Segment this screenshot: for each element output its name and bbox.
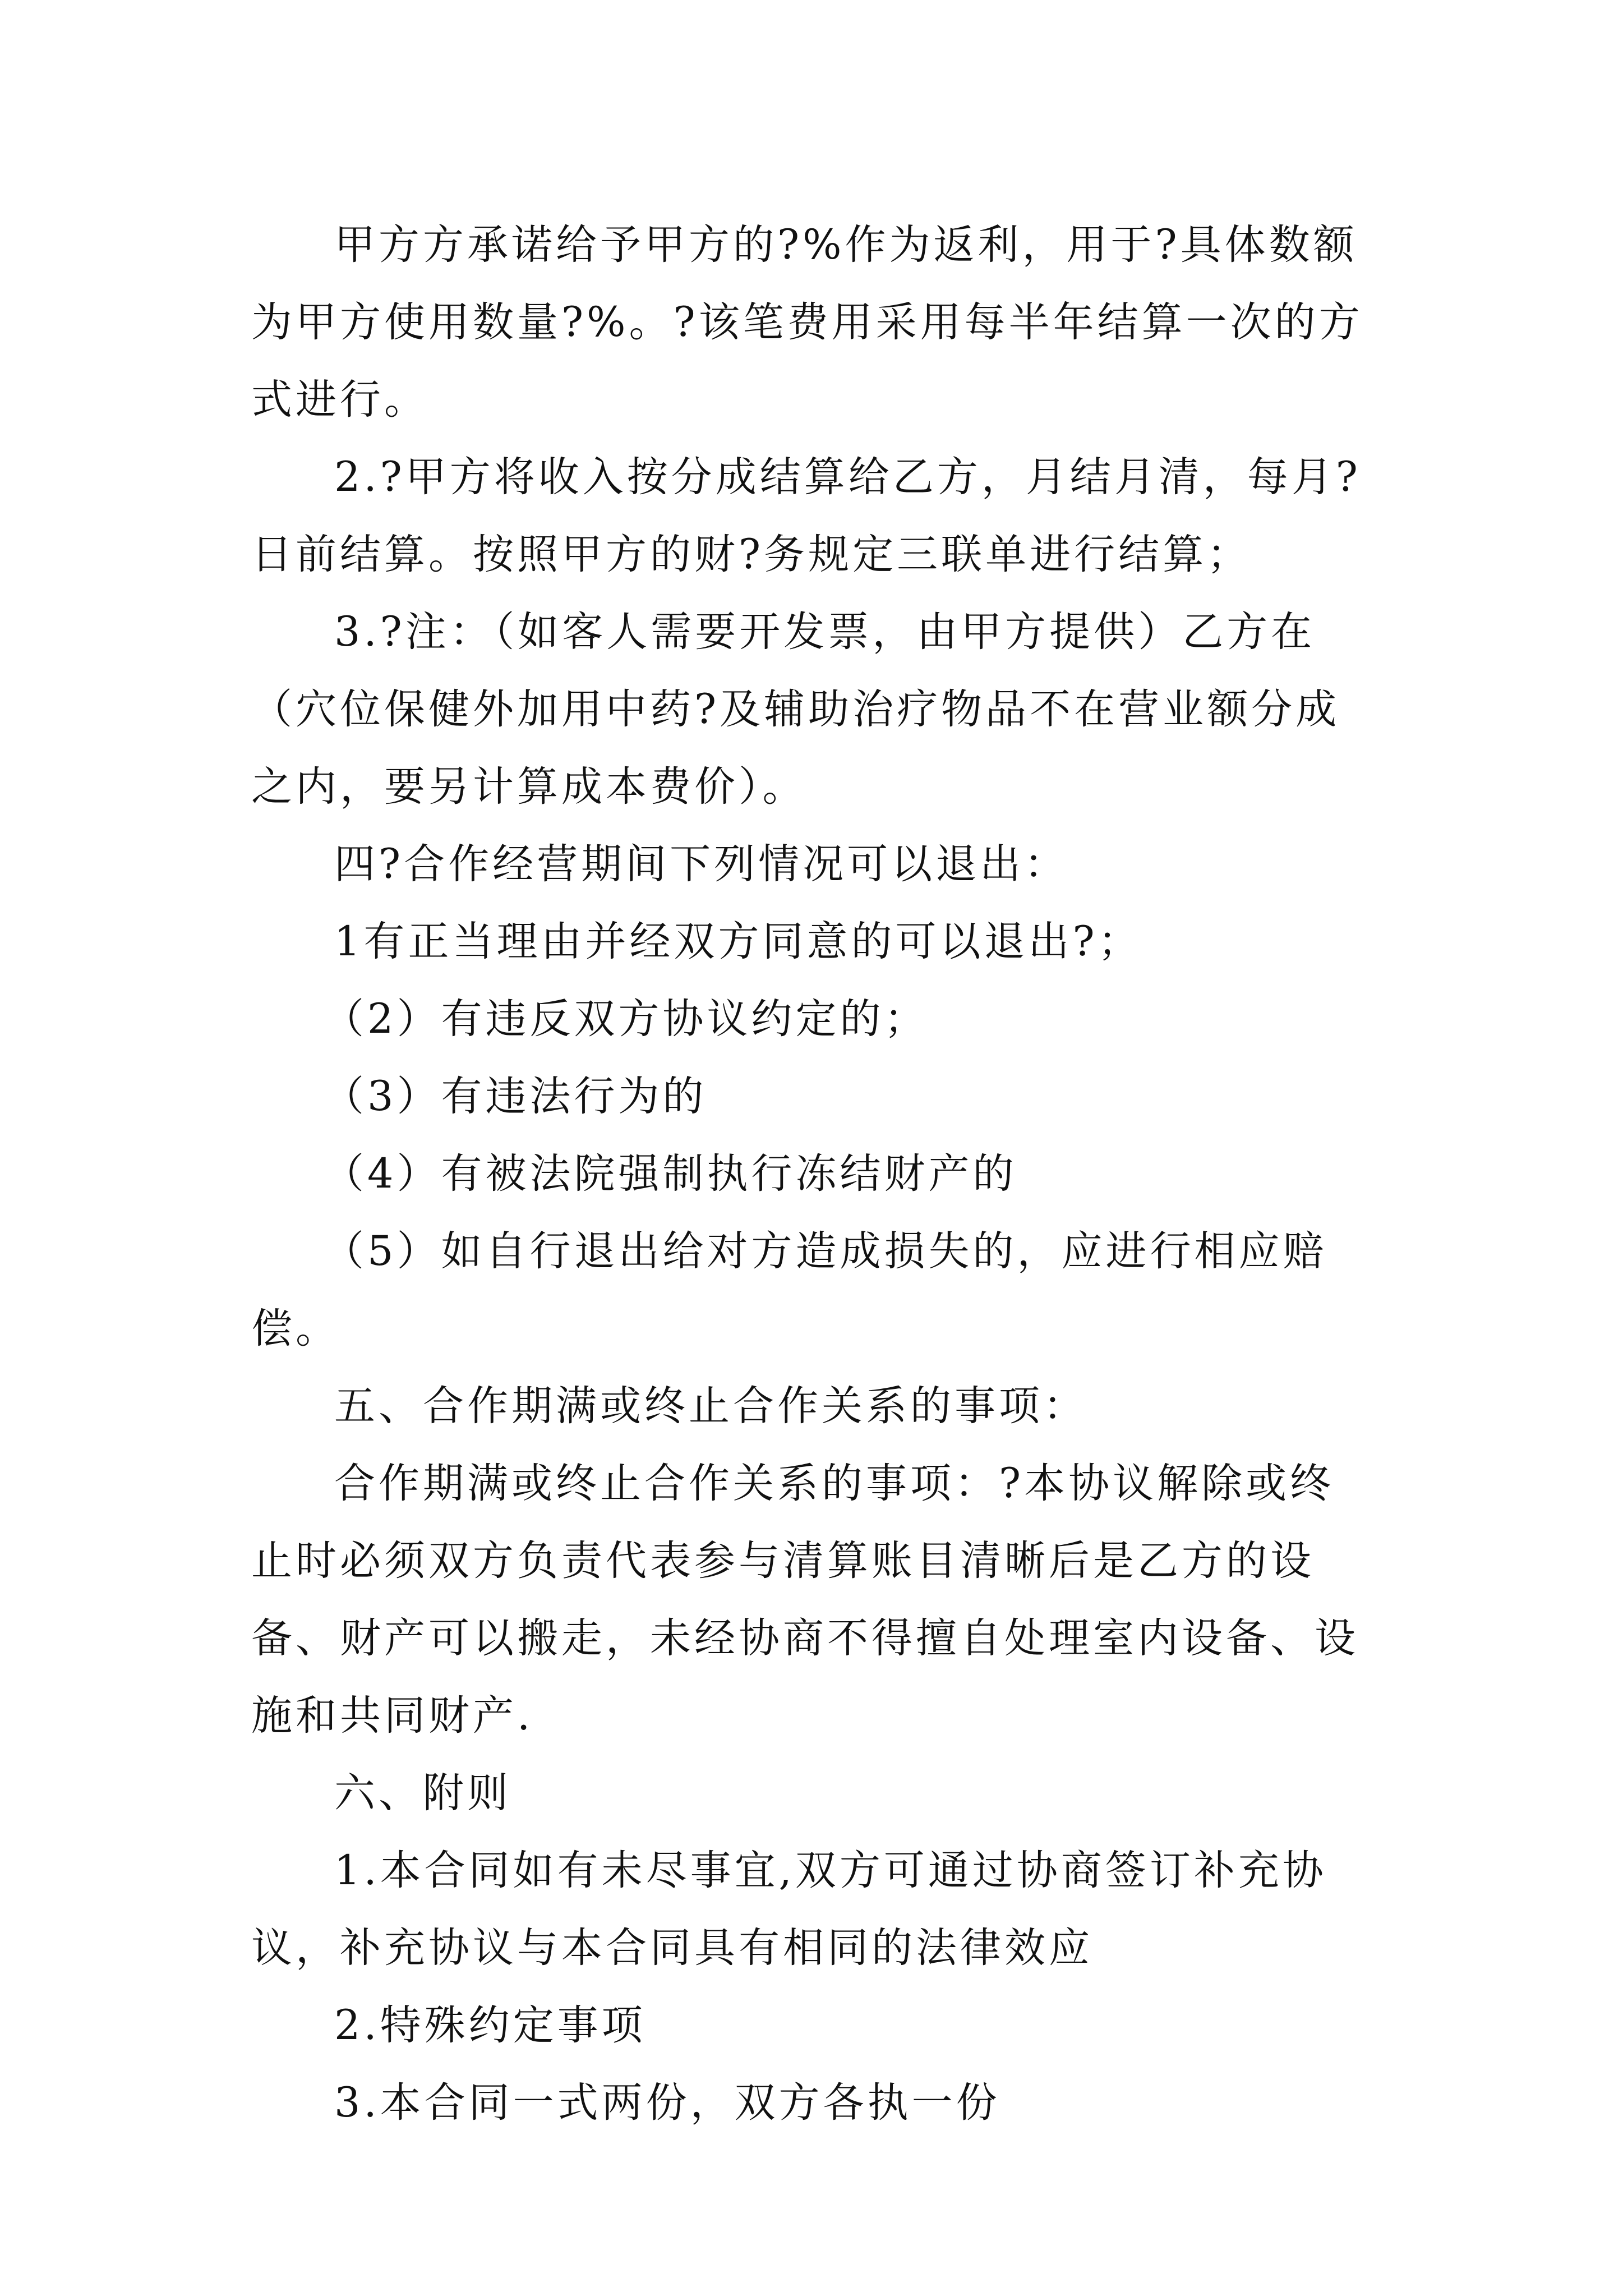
list-item-exit-2: （2）有违反双方协议约定的； (323, 995, 929, 1043)
paragraph-supplementary-1: 1.本合同如有未尽事宜,双方可通过协商签订补充协议，补充协议与本合同具有相同的法律效应 (251, 1847, 1327, 1972)
heading-exit-conditions: 四?合作经营期间下列情况可以退出： (334, 840, 1069, 888)
list-item-exit-4: （4）有被法院强制执行冻结财产的 (323, 1150, 1017, 1198)
heading-supplementary: 六、附则 (334, 1769, 511, 1817)
paragraph-supplementary-3: 3.本合同一式两份，双方各执一份 (334, 2079, 1000, 2127)
paragraph-termination: 合作期满或终止合作关系的事项：?本协议解除或终止时必须双方负责代表参与清算账目清晰后是乙方的设备、财产可以搬走，未经协商不得擅自处理室内设备、设施和共同财产. (251, 1460, 1359, 1740)
document-body (251, 206, 1378, 2142)
list-item-exit-1: 1有正当理由并经双方同意的可以退出?； (334, 918, 1142, 965)
paragraph-note: 3.?注：（如客人需要开发票，由甲方提供）乙方在（穴位保健外加用中药?及辅助治疗物品不在营业额分成之内，要另计算成本费价）。 (251, 608, 1340, 811)
heading-termination: 五、合作期满或终止合作关系的事项： (334, 1382, 1087, 1430)
paragraph-supplementary-2: 2.特殊约定事项 (334, 2001, 646, 2049)
list-item-exit-3: （3）有违法行为的 (323, 1073, 707, 1120)
paragraph-settlement: 2.?甲方将收入按分成结算给乙方，月结月清，每月?日前结算。按照甲方的财?务规定三联单进行结算； (251, 453, 1361, 578)
list-item-exit-5: （5）如自行退出给对方造成损失的，应进行相应赔偿。 (251, 1227, 1327, 1352)
paragraph-rebate: 甲方方承诺给予甲方的?%作为返利，用于?具体数额为甲方使用数量?%。?该笔费用采用每半年结算一次的方式进行。 (251, 221, 1363, 424)
